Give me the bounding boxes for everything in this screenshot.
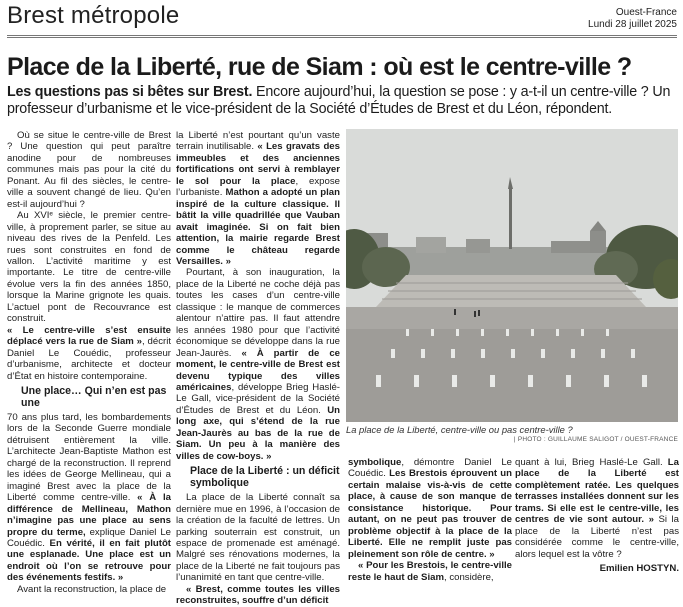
quote: « Brest, comme toutes les villes reconstruites, souffre d’un déficit — [176, 583, 340, 607]
quote: La place de la Liberté est complètement ratée. Les quelques terrasses installées donnent sur les trams. Si elle est le centre-ville, les centres de vie sont autour. » — [515, 457, 679, 526]
paragraph: Au XVIᵉ siècle, le premier centre-ville, à proprement parler, se situe au niveau des rives de la Penfeld. Les rues sont construites en fond de vallon. L’activité maritime y est importante. Le titre de centre-ville évolue vers la fin des années 1850, lorsque la Marine grignote les quais. L’actuel pont de Recouvrance est construit. — [7, 210, 171, 325]
header-rule-thin — [7, 37, 677, 38]
deck-text: Encore aujourd’hui, la question se pose : y a-t-il un centre-ville ? Un professeur d’urbanisme et le vice-président de la Société d’Études de Brest et du Léon, répondent. — [7, 84, 671, 117]
photo-plaza-fore — [346, 329, 678, 422]
photo-tower — [509, 189, 512, 249]
quote: Un long axe, qui s’étend de la rue Jean-Jaurès au bas de la rue de Siam. Un peu à la manière des villes de cow-boys. » — [176, 404, 340, 462]
article-column-4 — [515, 457, 679, 575]
paragraph — [176, 267, 340, 462]
photo-building — [466, 239, 490, 253]
paragraph — [7, 412, 171, 584]
photo-pedestrian — [478, 310, 480, 316]
paragraph: Où se situe le centre-ville de Brest ? Une question qui peut paraître anodine pour de nombreuses communes mais pas pour la cité du Ponant. Au fil des siècles, le centre-ville a souvent changé de lieu. Qu’en est-il aujourd’hui ? — [7, 130, 171, 210]
article-photo — [346, 129, 678, 422]
subheading: Une place… Qui n’en est pas une — [21, 384, 167, 409]
paragraph-text: , expose l’urbaniste. — [176, 175, 340, 199]
paragraph — [176, 130, 340, 267]
quote: Mathon a adopté un plan inspiré de la culture classique. Il bâtit la ville quadrillée que Vauban avait imaginée. Si on fait bien attention, la mairie regarde Brest comme le château regarde Versailles. » — [176, 187, 340, 267]
paragraph-text: Pourtant, à son inauguration, la place de la Liberté ne coche déjà pas toutes les cases d’un centre-ville classique : le manque de commerces alentour n’attire pas. Il faut attendre les années 1980 pour que l’activité économique se développe dans la rue Jean-Jaurès. — [176, 267, 340, 359]
paragraph-text: , démontre Daniel Le Couédic. — [348, 457, 512, 480]
paragraph-text: la Liberté n’est pourtant qu’un vaste terrain inutilisable. — [176, 130, 340, 153]
quote: symbolique — [348, 457, 402, 468]
headline: Place de la Liberté, rue de Siam : où est le centre-ville ? — [7, 53, 632, 81]
quote: « À partir de ce moment, le centre-ville de Brest est devenu typique des villes américaines — [176, 347, 340, 393]
paragraph-text: explique Daniel Le Couédic. — [7, 526, 171, 549]
publication-info — [588, 7, 677, 31]
deck-lead: Les questions pas si bêtes sur Brest. — [7, 84, 253, 100]
article-column-3 — [348, 457, 512, 583]
photo-building — [416, 237, 446, 253]
plaza-photo-illustration — [346, 129, 678, 422]
paragraph — [348, 560, 512, 583]
photo-credit: | PHOTO : GUILLAUME SALIGOT / OUEST-FRANCE — [513, 436, 678, 443]
article-deck — [7, 84, 679, 118]
quote: En vérité, il en fait plutôt une esplanade. Une place est un endroit où l’on se retrouve pour des événements festifs. » — [7, 537, 172, 584]
quote: « Les gravats des immeubles et des anciennes fortifications ont servi à remblayer le sol pour la place — [176, 141, 340, 187]
quote: « Le centre-ville s’est ensuite déplacé vers la rue de Siam » — [7, 324, 171, 348]
photo-pedestrian — [454, 309, 456, 315]
photo-caption: La place de la Liberté, centre-ville ou pas centre-ville ? — [346, 424, 573, 435]
paragraph: La place de la Liberté connaît sa dernière mue en 1996, à l’occasion de la création de la faculté de lettres. Un parking souterrain est construit, un espace de promenade est aménagé. Malgré ses rénovations modernes, la place de la Liberté ne fait toujours pas l’unanimité en tant que centre-ville. — [176, 492, 340, 584]
paragraph: Avant la reconstruction, la place de — [17, 583, 167, 595]
paragraph-text: Si la place de la Liberté n’est pas considérée comme le centre-ville, alors lequel est la vôtre ? — [515, 514, 679, 560]
section-title: Brest métropole — [7, 2, 180, 29]
paragraph-text: quant à lui, Brieg Haslé-Le Gall. — [515, 457, 668, 468]
quote: Les Brestois éprouvent un certain malaise vis-à-vis de cette place, à cause de son manque de consistance historique. Pour autant, on ne peut pas trouver de problème objectif à la place de la Liberté. Elle ne remplit juste pas pleinement son rôle de centre. » — [348, 468, 513, 560]
subheading: Place de la Liberté : un déficit symbolique — [190, 465, 340, 490]
paragraph — [7, 325, 171, 382]
paragraph — [176, 584, 340, 607]
quote: « À la différence de Mellineau, Mathon n’imagine pas une place au sens propre du terme, — [7, 492, 171, 538]
header-rule — [7, 35, 677, 36]
paragraph-text: 70 ans plus tard, les bombardements lors de la Seconde Guerre mondiale détruisent entièrement la ville. L’architecte Jean-Baptiste Mathon est chargé de la reconstruction. Il reprend les idées de George Mellineau, qui a imaginé Brest avec la place de la Liberté comme centre-ville. — [7, 411, 171, 504]
article-column-1 — [7, 130, 171, 595]
paragraph-text: , décrit Daniel Le Couédic, professeur d’urbanisme, architecte et docteur d’État en histoire contemporaine. — [7, 336, 171, 382]
article-column-2 — [176, 130, 340, 607]
paragraph — [348, 457, 512, 560]
paragraph — [515, 457, 679, 560]
paragraph-text: , développe Brieg Haslé-Le Gall, vice-président de la Société d’Études de Brest et du Léon. — [176, 381, 340, 416]
author-signature: Emilien HOSTYN. — [599, 563, 679, 575]
paragraph-text: , considère, — [443, 571, 494, 583]
publication-name: Ouest-France — [615, 7, 677, 18]
photo-building — [590, 231, 606, 253]
photo-pedestrian — [474, 311, 476, 317]
masthead — [7, 2, 677, 34]
photo-building — [551, 241, 591, 253]
publication-date: Lundi 28 juillet 2025 — [588, 19, 677, 30]
quote: « Pour les Brestois, le centre-ville reste le haut de Siam — [348, 560, 512, 583]
